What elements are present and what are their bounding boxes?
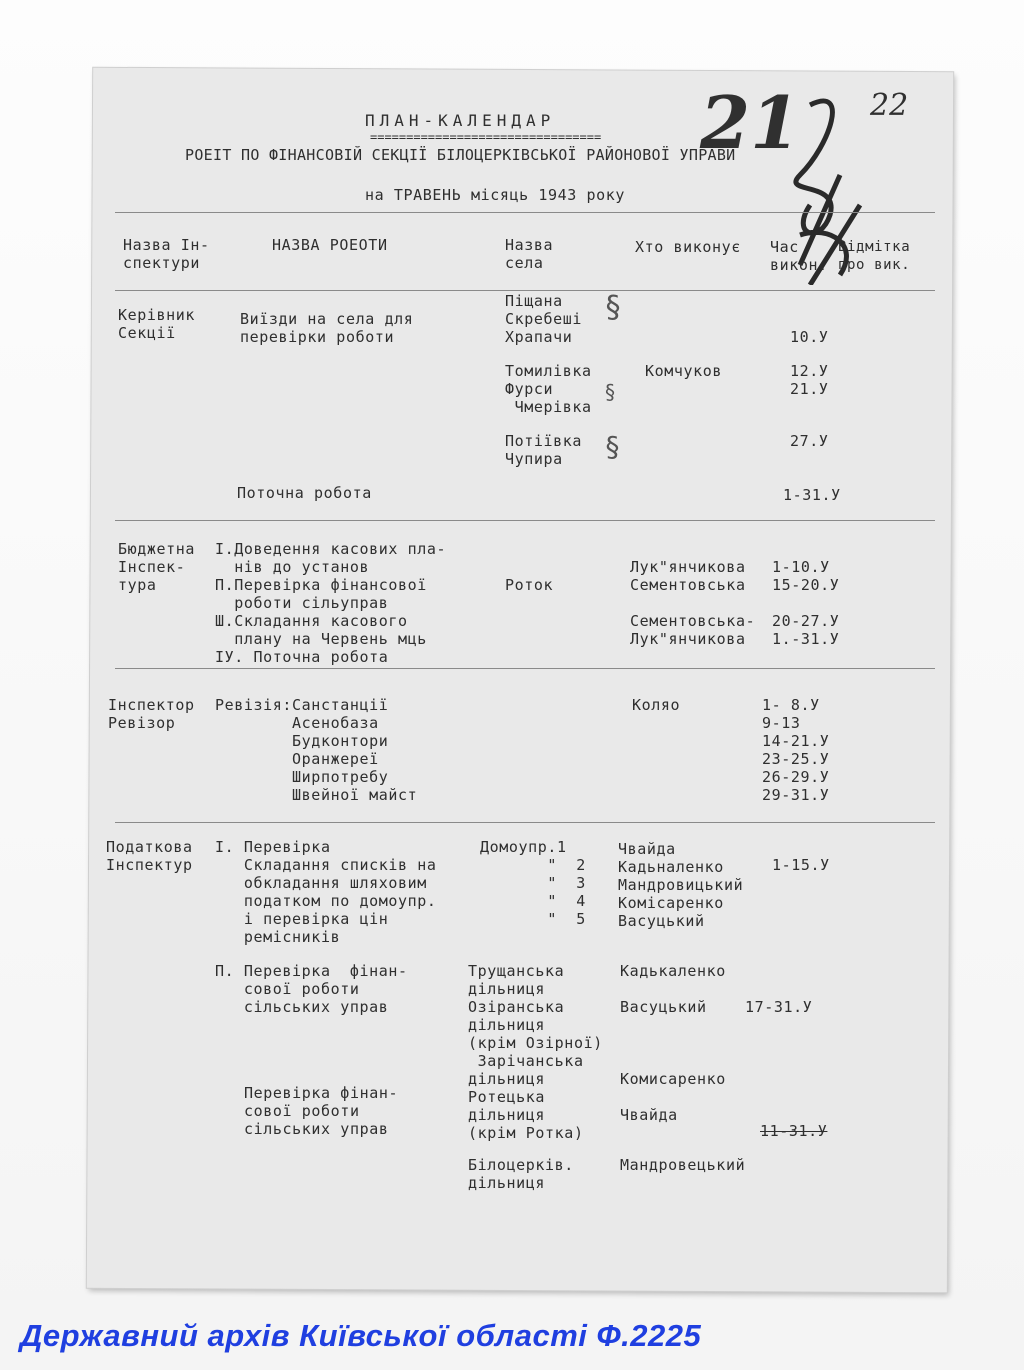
s2-work: І.Доведення касових пла- нів до установ П.Перевірка фінансової роботи сільуправ Ш.Складання касового плану на Червень мць ІУ. Поточна робота — [215, 540, 447, 666]
col-village: Назва села — [505, 236, 554, 272]
s4-village-b: Трущанська дільниця Озіранська дільниця (крім Озірної) Зарічанська дільниця Ротецька дільниця (крім Ротка) — [468, 962, 603, 1142]
s4-work-b: П. Перевірка фінан- сової роботи сільських управ — [215, 962, 408, 1016]
s2-inspection: Бюджетна Інспек- тура — [118, 540, 196, 594]
s2-who: Лук"янчикова Сементовська Сементовська- Лук"янчикова — [630, 558, 756, 648]
s3-who: Коляо — [632, 696, 681, 714]
s4-time-b: 17-31.У — [745, 998, 813, 1016]
s1-time-c: 27.У — [790, 432, 829, 450]
divider-header — [115, 290, 935, 291]
s1-time-a: 10.У — [790, 328, 829, 346]
s4-who-d: Мандровецький — [620, 1156, 746, 1174]
s4-inspection: Податкова Інспектур — [106, 838, 193, 874]
s4-village-d: Білоцерків. дільниця — [468, 1156, 574, 1192]
bracket-mark-icon: § — [604, 380, 617, 404]
divider-s1 — [115, 520, 935, 521]
col-inspection: Назва Ін- спектури — [123, 236, 210, 272]
archive-caption: Державний архів Київської області Ф.2225 — [20, 1318, 702, 1353]
s4-who-a: Чвайда Кадьналенко Мандровицький Комісаренко Васуцький — [618, 840, 744, 930]
handwritten-page-number: 22 — [870, 88, 909, 123]
s3-time: 1- 8.У 9-13 14-21.У 23-25.У 26-29.У 29-31.У — [762, 696, 830, 804]
divider-s3 — [115, 822, 935, 823]
s4-who-b: Кадькаленко Васуцький Комисаренко Чвайда — [620, 962, 726, 1124]
s3-inspection: Інспектор Ревізор — [108, 696, 195, 732]
s4-work-c: Перевірка фінан- сової роботи сільських управ — [244, 1084, 399, 1138]
s2-time: 1-10.У 15-20.У 20-27.У 1.-31.У — [772, 558, 840, 648]
document-subtitle: РОЕІТ ПО ФІНАНСОВІЙ СЕКЦІЇ БІЛОЦЕРКІВСЬКОЇ РАЙОНОВОЇ УПРАВИ — [185, 146, 736, 164]
s1-villages-b: Томилівка Фурси Чмерівка — [505, 362, 592, 416]
s1-who: Комчуков — [645, 362, 723, 380]
bracket-mark-icon: § — [604, 430, 621, 463]
s1-work: Виїзди на села для перевірки роботи — [240, 310, 414, 346]
s1-current-time: 1-31.У — [783, 486, 841, 504]
s1-inspection: Керівник Секції — [118, 306, 196, 342]
col-note: Відмітка про вик. — [838, 239, 911, 273]
s4-time-a: 1-15.У — [772, 856, 830, 874]
col-time: Час викон. — [770, 238, 828, 274]
s4-work-a: І. Перевірка Складання списків на обкладання шляховим податком по домоупр. і перевірка цін ремісників — [215, 838, 437, 946]
col-work: НАЗВА РОЕОТИ — [272, 236, 388, 254]
divider-s2 — [115, 668, 935, 669]
bracket-mark-icon: § — [604, 290, 623, 325]
handwritten-number: 21 — [700, 80, 801, 165]
s4-time-c: 11-31.У — [760, 1122, 828, 1140]
document-period: на ТРАВЕНЬ місяць 1943 року — [365, 186, 626, 204]
s1-current: Поточна робота — [237, 484, 372, 502]
s4-village-a: Домоупр.1 " 2 " 3 " 4 " 5 — [480, 838, 586, 928]
s1-time-b: 12.У 21.У — [790, 362, 829, 398]
title-underline: ================================ — [370, 130, 602, 144]
col-who: Хто виконує — [635, 238, 741, 256]
document-title: ПЛАН-КАЛЕНДАР — [365, 111, 556, 130]
s1-villages-c: Потіївка Чупира — [505, 432, 583, 468]
s3-work: Ревізія:Санстанції Асенобаза Будконтори Оранжереї Ширпотребу Швейної майст — [215, 696, 418, 804]
divider-top — [115, 212, 935, 213]
s2-village: Роток — [505, 576, 554, 594]
s1-villages-a: Піщана Скребеші Храпачи — [505, 292, 583, 346]
